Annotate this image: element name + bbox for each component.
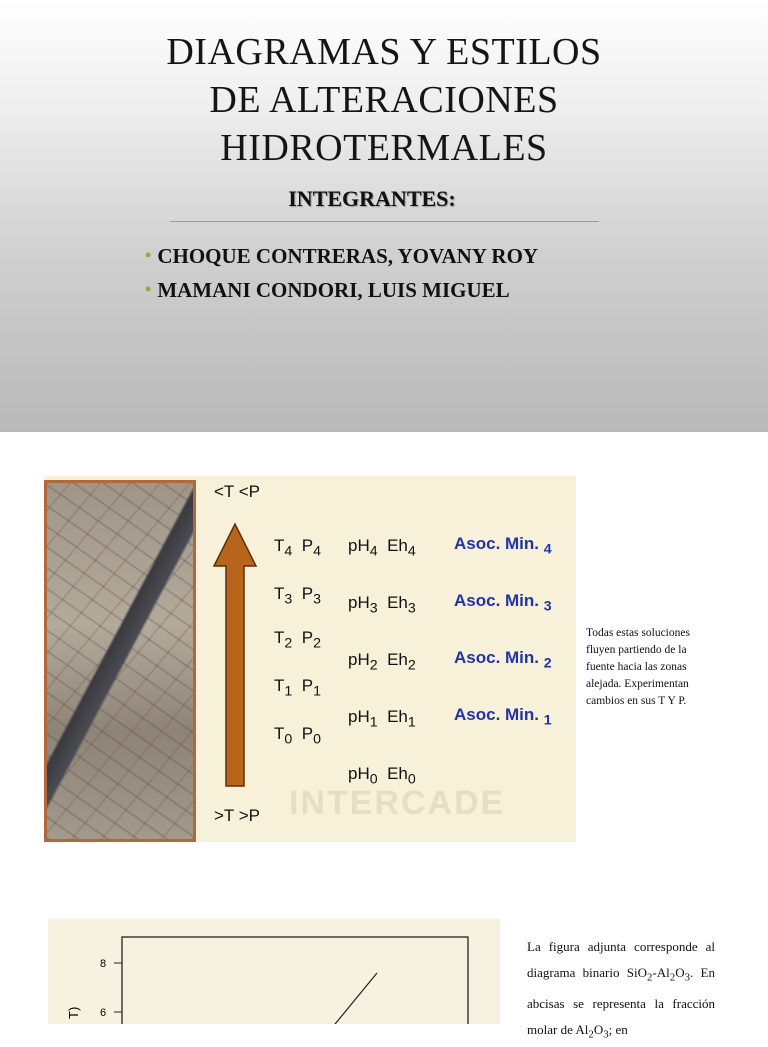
- ph-eh-label: $pH_0$ $Eh_0$: [348, 764, 416, 788]
- bottom-label: >T >P: [214, 806, 260, 825]
- bullet-icon: •: [145, 279, 152, 299]
- title-line: HIDROTERMALES: [220, 127, 548, 169]
- ph-eh-label: $pH_2$ $Eh_2$: [348, 650, 416, 674]
- title-slide: [0, 0, 768, 432]
- binary-diagram: [48, 919, 500, 1024]
- y-tick-label: 6: [100, 1007, 107, 1019]
- tp-label: $T_0$ $P_0$: [274, 724, 321, 748]
- mineral-assoc-label: Asoc. Min. $_3$: [454, 591, 552, 615]
- body-paragraph: La figura adjunta corresponde al diagrama binario $SiO_2-Al_2O_3$. En abcisas se representa la fracción molar de $Al_2O_3$; en: [527, 939, 715, 1041]
- data-line: [331, 973, 377, 1024]
- bullet-icon: •: [145, 245, 152, 265]
- mineral-assoc-label: Asoc. Min. $_4$: [454, 534, 552, 558]
- tp-label: $T_2$ $P_2$: [274, 628, 321, 652]
- figure-caption: Todas estas soluciones fluyen partiendo de la fuente hacia las zonas alejada. Experimentan cambios en sus T Y P.: [586, 627, 690, 707]
- watermark: INTERCADE: [289, 784, 506, 822]
- up-arrow-icon: [214, 524, 256, 786]
- list-item: [145, 274, 538, 308]
- member-name: MAMANI CONDORI, LUIS MIGUEL: [157, 278, 510, 302]
- members-heading: INTEGRANTES:: [288, 186, 456, 211]
- ph-eh-label: $pH_1$ $Eh_1$: [348, 707, 416, 731]
- list-item: [145, 240, 538, 274]
- plot-frame: [122, 937, 468, 1024]
- y-tick-label: 8: [100, 958, 107, 970]
- mineral-assoc-label: Asoc. Min. $_1$: [454, 705, 552, 729]
- top-label: <T <P: [214, 482, 260, 501]
- mineral-assoc-label: Asoc. Min. $_2$: [454, 648, 552, 672]
- slide-title: [0, 28, 768, 172]
- tp-label: $T_4$ $P_4$: [274, 536, 321, 560]
- title-line: DE ALTERACIONES: [209, 79, 559, 121]
- title-line: DIAGRAMAS Y ESTILOS: [166, 31, 602, 73]
- ph-eh-label: $pH_4$ $Eh_4$: [348, 536, 416, 560]
- tp-label: $T_3$ $P_3$: [274, 584, 321, 608]
- divider: [170, 221, 599, 222]
- member-name: CHOQUE CONTRERAS, YOVANY ROY: [157, 244, 539, 268]
- binary-diagram-svg: [48, 919, 500, 1024]
- tp-label: $T_1$ $P_1$: [274, 676, 321, 700]
- content-slide: [0, 432, 768, 1041]
- zoning-figure: [44, 476, 576, 842]
- members-list: [145, 240, 538, 308]
- y-axis-label: T): [66, 1006, 81, 1019]
- ph-eh-label: $pH_3$ $Eh_3$: [348, 593, 416, 617]
